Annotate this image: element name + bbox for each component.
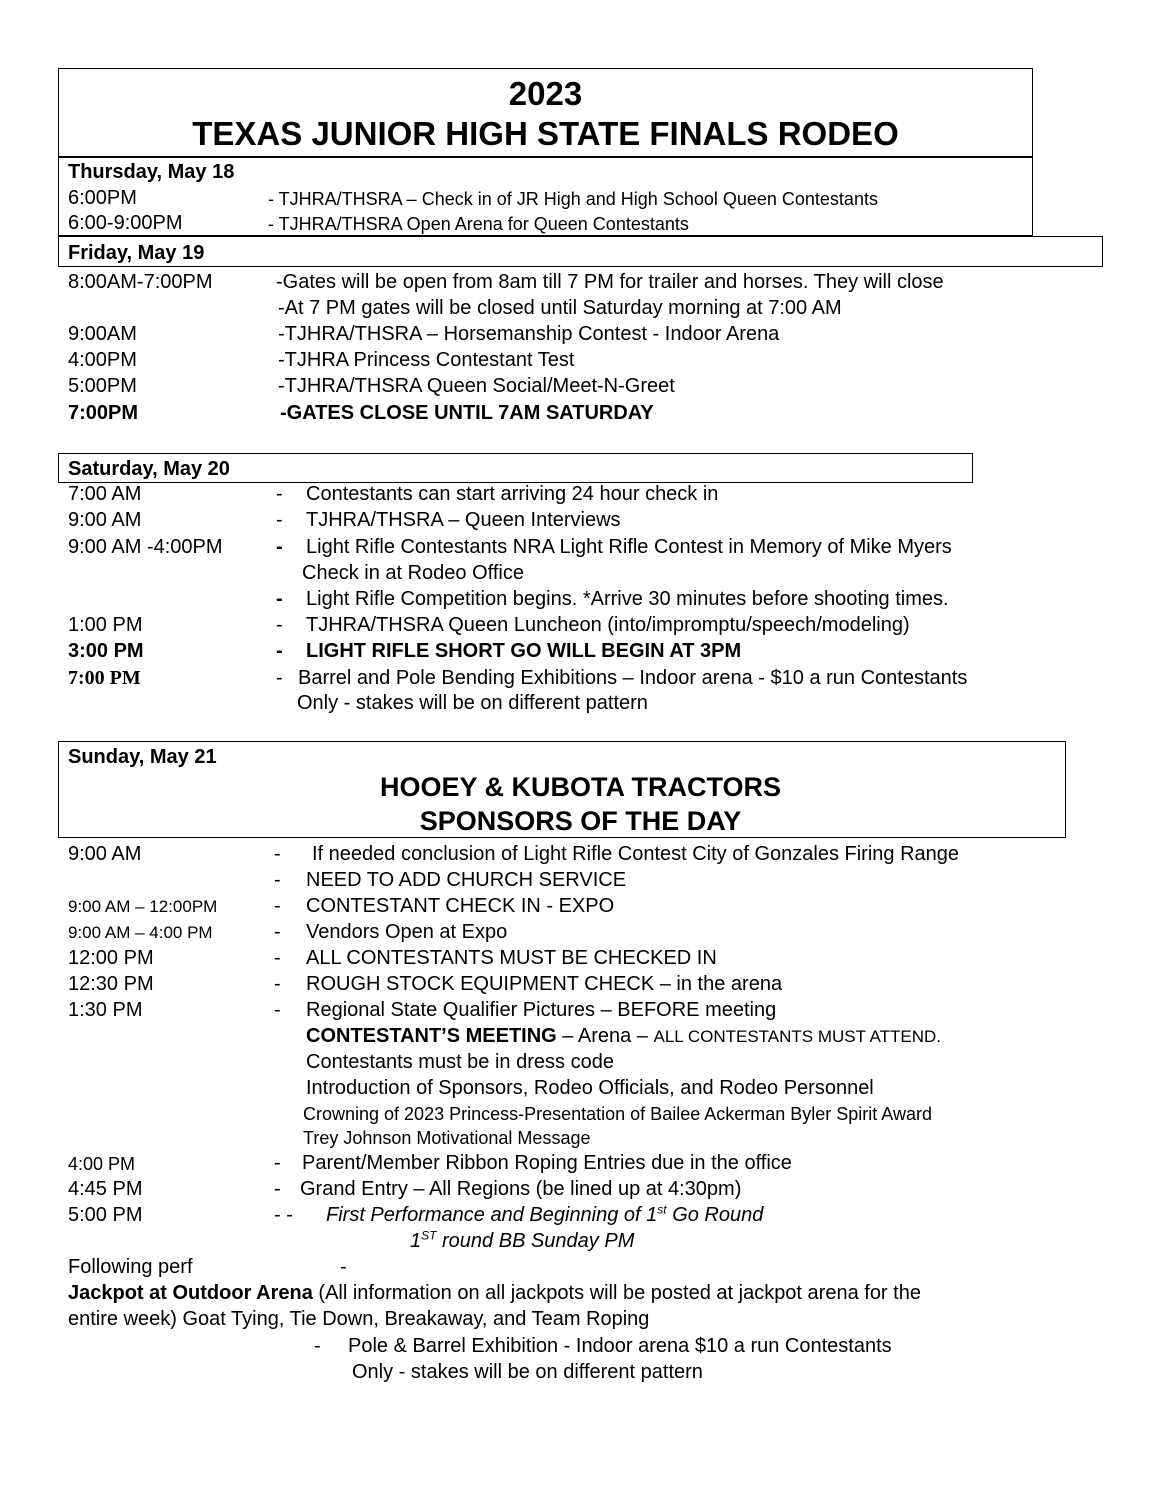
friday-text-3: -TJHRA/THSRA – Horsemanship Contest - Indoor Arena — [278, 323, 780, 345]
perf-text-2 — [410, 1229, 634, 1253]
saturday-text-4: Check in at Rodeo Office — [302, 562, 524, 584]
perf-time: 5:00 PM — [68, 1204, 143, 1226]
saturday-time-7: 3:00 PM — [68, 640, 144, 662]
perf2-a: 1 — [410, 1230, 422, 1252]
sunday-text-9: Grand Entry – All Regions (be lined up at 4:30pm) — [300, 1178, 742, 1200]
perf2-b: round BB Sunday PM — [436, 1230, 635, 1252]
document-title: TEXAS JUNIOR HIGH STATE FINALS RODEO — [192, 115, 899, 152]
sponsor-line-2: SPONSORS OF THE DAY — [419, 806, 742, 836]
sunday-time-6: 12:30 PM — [68, 973, 154, 995]
sunday-time-7: 1:30 PM — [68, 999, 143, 1021]
saturday-dash-8: - — [276, 667, 283, 689]
sunday-text-1: If needed conclusion of Light Rifle Contest City of Gonzales Firing Range — [312, 843, 960, 865]
friday-box — [58, 236, 1103, 267]
saturday-text-7: LIGHT RIFLE SHORT GO WILL BEGIN AT 3PM — [306, 640, 742, 662]
jackpot-line-2: entire week) Goat Tying, Tie Down, Breakaway, and Team Roping — [68, 1308, 650, 1330]
friday-time-6: 7:00PM — [68, 402, 139, 424]
saturday-text-5: Light Rifle Competition begins. *Arrive 30 minutes before shooting times. — [306, 588, 949, 610]
jackpot-bold: Jackpot at Outdoor Arena — [68, 1282, 313, 1304]
sunday-heading: Sunday, May 21 — [68, 746, 217, 768]
saturday-time-3: 9:00 AM -4:00PM — [68, 536, 223, 558]
saturday-text-8: Barrel and Pole Bending Exhibitions – Indoor arena - $10 a run Contestants — [298, 667, 968, 689]
meeting-small: ALL CONTESTANTS MUST ATTEND. — [653, 1027, 941, 1046]
sunday-dash-5: - — [274, 947, 281, 969]
saturday-time-8: 7:00 PM — [68, 667, 141, 689]
saturday-time-6: 1:00 PM — [68, 614, 143, 636]
friday-text-2: -At 7 PM gates will be closed until Saturday morning at 7:00 AM — [278, 297, 842, 319]
pole-dash: - — [314, 1335, 321, 1357]
sunday-text-5: ALL CONTESTANTS MUST BE CHECKED IN — [306, 947, 717, 969]
following-label: Following perf — [68, 1256, 193, 1278]
document-year: 2023 — [508, 75, 583, 112]
saturday-text-6: TJHRA/THSRA Queen Luncheon (into/impromptu/speech/modeling) — [306, 614, 910, 636]
sunday-text-4: Vendors Open at Expo — [306, 921, 508, 943]
thursday-time-1: 6:00PM — [68, 187, 137, 209]
sunday-time-8: 4:00 PM — [68, 1154, 136, 1174]
perf2-sup: ST — [421, 1228, 437, 1243]
perf-text — [326, 1203, 763, 1227]
sunday-text-7: Regional State Qualifier Pictures – BEFORE meeting — [306, 999, 777, 1021]
friday-time-3: 9:00AM — [68, 323, 137, 345]
saturday-time-1: 7:00 AM — [68, 483, 142, 505]
jackpot-line — [68, 1281, 921, 1305]
following-dash: - — [340, 1256, 347, 1278]
sunday-text-2: NEED TO ADD CHURCH SERVICE — [306, 869, 627, 891]
sunday-dash-9: - — [274, 1178, 281, 1200]
perf-text-b: Go Round — [666, 1204, 764, 1226]
sponsor-line-1: HOOEY & KUBOTA TRACTORS — [379, 772, 782, 802]
saturday-dash-7: - — [276, 640, 283, 662]
sunday-time-9: 4:45 PM — [68, 1178, 143, 1200]
sunday-dash-6: - — [274, 973, 281, 995]
sunday-text-3: CONTESTANT CHECK IN - EXPO — [306, 895, 615, 917]
meeting-line-4: Crowning of 2023 Princess-Presentation of Bailee Ackerman Byler Spirit Award — [303, 1104, 932, 1124]
friday-time-1: 8:00AM-7:00PM — [68, 271, 213, 293]
meeting-line-5: Trey Johnson Motivational Message — [303, 1128, 591, 1148]
friday-time-4: 4:00PM — [68, 349, 137, 371]
jackpot-rest: (All information on all jackpots will be posted at jackpot arena for the — [312, 1282, 921, 1304]
meeting-rest: – Arena – — [556, 1025, 654, 1047]
perf-dash: - - — [274, 1204, 293, 1226]
friday-text-4: -TJHRA Princess Contestant Test — [278, 349, 575, 371]
saturday-dash-5: - — [276, 588, 283, 610]
thursday-text-2: - TJHRA/THSRA Open Arena for Queen Contestants — [268, 214, 689, 234]
friday-time-5: 5:00PM — [68, 375, 137, 397]
sunday-dash-8: - — [274, 1152, 281, 1174]
saturday-text-1: Contestants can start arriving 24 hour check in — [306, 483, 719, 505]
saturday-text-2: TJHRA/THSRA – Queen Interviews — [306, 509, 621, 531]
meeting-line — [306, 1024, 941, 1049]
perf-text-a: First Performance and Beginning of 1 — [326, 1204, 658, 1226]
saturday-text-9: Only - stakes will be on different pattern — [297, 692, 648, 714]
sunday-text-8: Parent/Member Ribbon Roping Entries due in the office — [302, 1152, 792, 1174]
sunday-dash-7: - — [274, 999, 281, 1021]
sunday-time-1: 9:00 AM — [68, 843, 142, 865]
thursday-time-2: 6:00-9:00PM — [68, 212, 183, 234]
friday-text-1: -Gates will be open from 8am till 7 PM for trailer and horses. They will close — [276, 271, 944, 293]
saturday-time-2: 9:00 AM — [68, 509, 142, 531]
sunday-dash-1: - — [274, 843, 281, 865]
sunday-dash-2: - — [274, 869, 281, 891]
friday-text-5: -TJHRA/THSRA Queen Social/Meet-N-Greet — [278, 375, 675, 397]
sunday-dash-4: - — [274, 921, 281, 943]
thursday-heading: Thursday, May 18 — [68, 161, 235, 183]
meeting-line-3: Introduction of Sponsors, Rodeo Officials, and Rodeo Personnel — [306, 1077, 874, 1099]
pole-text-2: Only - stakes will be on different pattern — [352, 1361, 703, 1383]
perf-sup-a: st — [657, 1202, 667, 1217]
saturday-heading: Saturday, May 20 — [68, 458, 230, 480]
sunday-dash-3: - — [274, 895, 281, 917]
friday-text-6: -GATES CLOSE UNTIL 7AM SATURDAY — [280, 402, 654, 424]
sunday-time-3: 9:00 AM – 12:00PM — [68, 897, 218, 916]
saturday-dash-2: - — [276, 509, 283, 531]
saturday-dash-1: - — [276, 483, 283, 505]
saturday-dash-6: - — [276, 614, 283, 636]
saturday-dash-3: - — [276, 536, 283, 558]
pole-text: Pole & Barrel Exhibition - Indoor arena $10 a run Contestants — [348, 1335, 892, 1357]
sunday-time-4: 9:00 AM – 4:00 PM — [68, 923, 213, 942]
sunday-time-5: 12:00 PM — [68, 947, 154, 969]
meeting-bold: CONTESTANT’S MEETING — [306, 1025, 557, 1047]
saturday-text-3: Light Rifle Contestants NRA Light Rifle Contest in Memory of Mike Myers — [306, 536, 952, 558]
sunday-text-6: ROUGH STOCK EQUIPMENT CHECK – in the arena — [306, 973, 783, 995]
meeting-line-2: Contestants must be in dress code — [306, 1051, 614, 1073]
friday-heading: Friday, May 19 — [68, 242, 205, 264]
thursday-text-1: - TJHRA/THSRA – Check in of JR High and High School Queen Contestants — [268, 189, 878, 209]
